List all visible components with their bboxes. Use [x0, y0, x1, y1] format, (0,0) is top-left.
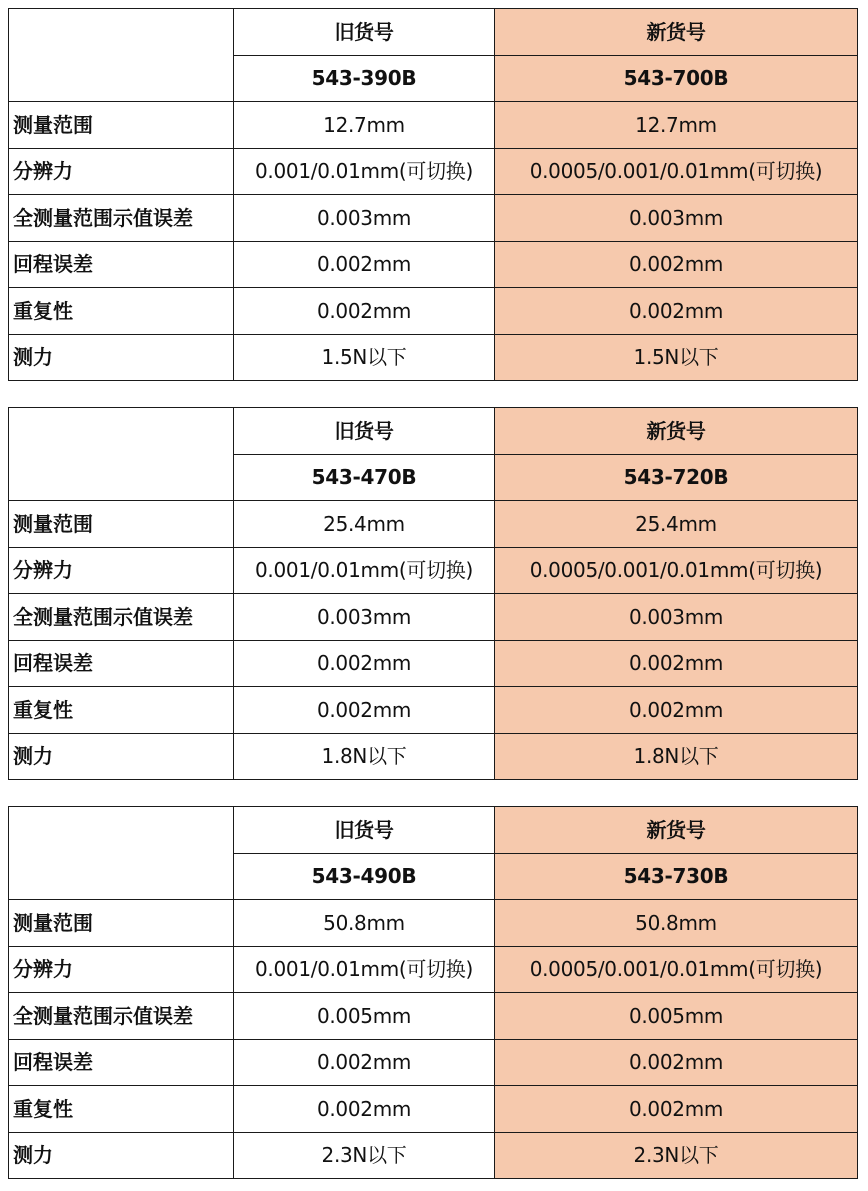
corner-cell — [9, 9, 234, 102]
new-hysteresis-value: 0.002mm — [495, 241, 858, 288]
table-row — [9, 195, 858, 242]
new-range-value: 25.4mm — [495, 501, 858, 548]
row-label-range: 测量范围 — [9, 501, 234, 548]
table-row — [9, 1039, 858, 1086]
row-label-repeatability: 重复性 — [9, 687, 234, 734]
old-force-value: 1.8N以下 — [234, 733, 495, 780]
table-row — [9, 334, 858, 381]
old-resolution-value: 0.001/0.01mm(可切换) — [234, 148, 495, 195]
old-range-value: 50.8mm — [234, 900, 495, 947]
new-accuracy-value: 0.005mm — [495, 993, 858, 1040]
new-model-number: 543-700B — [495, 55, 858, 102]
row-label-range: 测量范围 — [9, 102, 234, 149]
row-label-hysteresis: 回程误差 — [9, 640, 234, 687]
old-accuracy-value: 0.005mm — [234, 993, 495, 1040]
old-hysteresis-value: 0.002mm — [234, 1039, 495, 1086]
table-row — [9, 946, 858, 993]
old-resolution-value: 0.001/0.01mm(可切换) — [234, 946, 495, 993]
new-range-value: 12.7mm — [495, 102, 858, 149]
new-hysteresis-value: 0.002mm — [495, 1039, 858, 1086]
old-resolution-value: 0.001/0.01mm(可切换) — [234, 547, 495, 594]
new-hysteresis-value: 0.002mm — [495, 640, 858, 687]
table-row — [9, 594, 858, 641]
new-repeatability-value: 0.002mm — [495, 288, 858, 335]
table-row — [9, 288, 858, 335]
corner-cell — [9, 408, 234, 501]
row-label-accuracy: 全测量范围示值误差 — [9, 993, 234, 1040]
new-model-header: 新货号 — [495, 9, 858, 56]
new-range-value: 50.8mm — [495, 900, 858, 947]
table-row — [9, 1086, 858, 1133]
new-accuracy-value: 0.003mm — [495, 594, 858, 641]
new-model-header: 新货号 — [495, 807, 858, 854]
old-model-header: 旧货号 — [234, 807, 495, 854]
new-resolution-value: 0.0005/0.001/0.01mm(可切换) — [495, 148, 858, 195]
old-accuracy-value: 0.003mm — [234, 195, 495, 242]
row-label-accuracy: 全测量范围示值误差 — [9, 195, 234, 242]
table-row — [9, 102, 858, 149]
row-label-range: 测量范围 — [9, 900, 234, 947]
old-model-header: 旧货号 — [234, 9, 495, 56]
row-label-repeatability: 重复性 — [9, 288, 234, 335]
new-force-value: 1.8N以下 — [495, 733, 858, 780]
old-hysteresis-value: 0.002mm — [234, 640, 495, 687]
old-force-value: 1.5N以下 — [234, 334, 495, 381]
table-row — [9, 1132, 858, 1179]
table-row — [9, 640, 858, 687]
new-force-value: 2.3N以下 — [495, 1132, 858, 1179]
old-range-value: 12.7mm — [234, 102, 495, 149]
old-repeatability-value: 0.002mm — [234, 687, 495, 734]
table-row — [9, 733, 858, 780]
new-resolution-value: 0.0005/0.001/0.01mm(可切换) — [495, 946, 858, 993]
table-row — [9, 501, 858, 548]
old-model-header: 旧货号 — [234, 408, 495, 455]
table-row — [9, 241, 858, 288]
new-model-number: 543-720B — [495, 454, 858, 501]
table-row — [9, 547, 858, 594]
old-repeatability-value: 0.002mm — [234, 288, 495, 335]
row-label-force: 测力 — [9, 1132, 234, 1179]
new-repeatability-value: 0.002mm — [495, 687, 858, 734]
old-hysteresis-value: 0.002mm — [234, 241, 495, 288]
old-force-value: 2.3N以下 — [234, 1132, 495, 1179]
table-row — [9, 148, 858, 195]
old-model-number: 543-390B — [234, 55, 495, 102]
corner-cell — [9, 807, 234, 900]
table-row — [9, 900, 858, 947]
spec-table-1 — [8, 8, 858, 381]
spec-table-2 — [8, 407, 858, 780]
new-accuracy-value: 0.003mm — [495, 195, 858, 242]
row-label-force: 测力 — [9, 733, 234, 780]
old-model-number: 543-470B — [234, 454, 495, 501]
row-label-repeatability: 重复性 — [9, 1086, 234, 1133]
header-row — [9, 9, 858, 56]
row-label-accuracy: 全测量范围示值误差 — [9, 594, 234, 641]
new-model-header: 新货号 — [495, 408, 858, 455]
row-label-resolution: 分辨力 — [9, 946, 234, 993]
row-label-force: 测力 — [9, 334, 234, 381]
row-label-hysteresis: 回程误差 — [9, 241, 234, 288]
new-force-value: 1.5N以下 — [495, 334, 858, 381]
table-row — [9, 687, 858, 734]
row-label-hysteresis: 回程误差 — [9, 1039, 234, 1086]
header-row — [9, 807, 858, 854]
new-resolution-value: 0.0005/0.001/0.01mm(可切换) — [495, 547, 858, 594]
table-row — [9, 993, 858, 1040]
old-repeatability-value: 0.002mm — [234, 1086, 495, 1133]
old-range-value: 25.4mm — [234, 501, 495, 548]
new-model-number: 543-730B — [495, 853, 858, 900]
row-label-resolution: 分辨力 — [9, 547, 234, 594]
old-model-number: 543-490B — [234, 853, 495, 900]
new-repeatability-value: 0.002mm — [495, 1086, 858, 1133]
row-label-resolution: 分辨力 — [9, 148, 234, 195]
header-row — [9, 408, 858, 455]
old-accuracy-value: 0.003mm — [234, 594, 495, 641]
spec-table-3 — [8, 806, 858, 1179]
